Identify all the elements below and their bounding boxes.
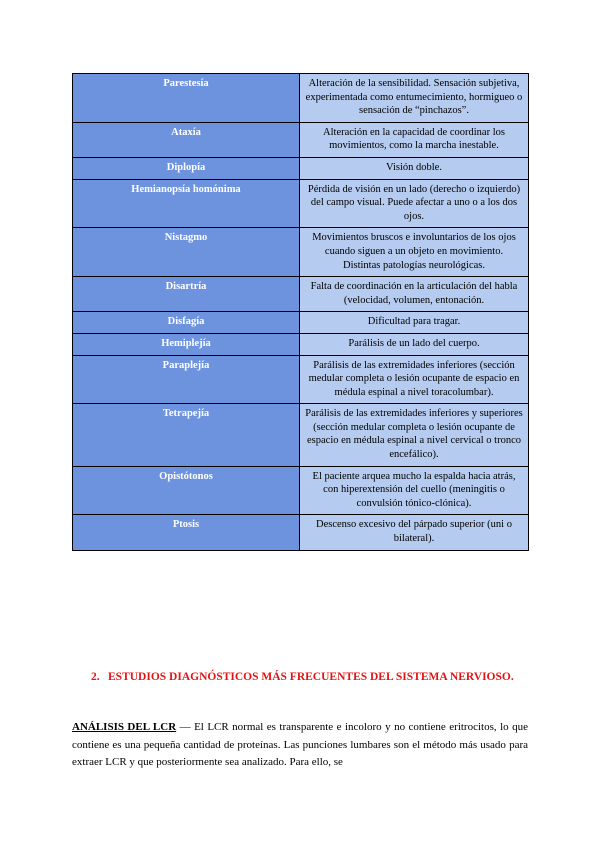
definition-cell: Visión doble.	[300, 157, 529, 179]
table-row	[73, 355, 529, 404]
definition-cell: Falta de coordinación en la articulación del habla (velocidad, volumen, entonación.	[300, 277, 529, 312]
term-cell: Paraplejía	[73, 355, 300, 404]
section-title: ESTUDIOS DIAGNÓSTICOS MÁS FRECUENTES DEL SISTEMA NERVIOSO.	[108, 671, 514, 683]
table-row	[73, 312, 529, 334]
definition-cell: Alteración de la sensibilidad. Sensación subjetiva, experimentada como entumecimiento, hormigueo o sensación de “pinchazos”.	[300, 74, 529, 123]
term-cell: Disartría	[73, 277, 300, 312]
body-paragraph	[72, 719, 528, 772]
definition-cell: Movimientos bruscos e involuntarios de los ojos cuando siguen a un objeto en movimiento. Distintas patologías neurológicas.	[300, 228, 529, 277]
table-row	[73, 228, 529, 277]
term-cell: Ataxía	[73, 122, 300, 157]
symptoms-table	[72, 73, 529, 551]
term-cell: Parestesía	[73, 74, 300, 123]
paragraph-text: — El LCR normal es transparente e incoloro y no contiene eritrocitos, lo que contiene es una pequeña cantidad de proteínas. Las punciones lumbares son el método más usado para extraer LCR y que posteriormente sea analizado. Para ello, se	[72, 721, 528, 769]
definition-cell: El paciente arquea mucho la espalda hacia atrás, con hiperextensión del cuello (meningitis o convulsión tónico-clónica).	[300, 466, 529, 515]
table-row	[73, 333, 529, 355]
table-row	[73, 277, 529, 312]
symptoms-table-body	[73, 74, 529, 551]
section-heading	[91, 670, 525, 684]
table-row	[73, 74, 529, 123]
term-cell: Diplopía	[73, 157, 300, 179]
definition-cell: Dificultad para tragar.	[300, 312, 529, 334]
table-row	[73, 466, 529, 515]
term-cell: Tetrapejía	[73, 404, 300, 466]
section-number: 2.	[91, 671, 100, 683]
term-cell: Hemianopsía homónima	[73, 179, 300, 228]
term-cell: Nistagmo	[73, 228, 300, 277]
definition-cell: Descenso excesivo del párpado superior (uni o bilateral).	[300, 515, 529, 550]
definition-cell: Pérdida de visión en un lado (derecho o izquierdo) del campo visual. Puede afectar a uno o a los dos ojos.	[300, 179, 529, 228]
definition-cell: Parálisis de un lado del cuerpo.	[300, 333, 529, 355]
definition-cell: Parálisis de las extremidades inferiores y superiores (sección medular completa o lesión ocupante de espacio en médula espinal a nivel cervical o tronco encefálico).	[300, 404, 529, 466]
term-cell: Disfagía	[73, 312, 300, 334]
paragraph-lead: ANÁLISIS DEL LCR	[72, 721, 177, 733]
term-cell: Ptosis	[73, 515, 300, 550]
term-cell: Opistótonos	[73, 466, 300, 515]
table-row	[73, 157, 529, 179]
table-row	[73, 515, 529, 550]
table-row	[73, 179, 529, 228]
definition-cell: Alteración en la capacidad de coordinar los movimientos, como la marcha inestable.	[300, 122, 529, 157]
table-row	[73, 122, 529, 157]
table-row	[73, 404, 529, 466]
definition-cell: Parálisis de las extremidades inferiores (sección medular completa o lesión ocupante de espacio en médula espinal a nivel toracolumbar).	[300, 355, 529, 404]
term-cell: Hemiplejía	[73, 333, 300, 355]
